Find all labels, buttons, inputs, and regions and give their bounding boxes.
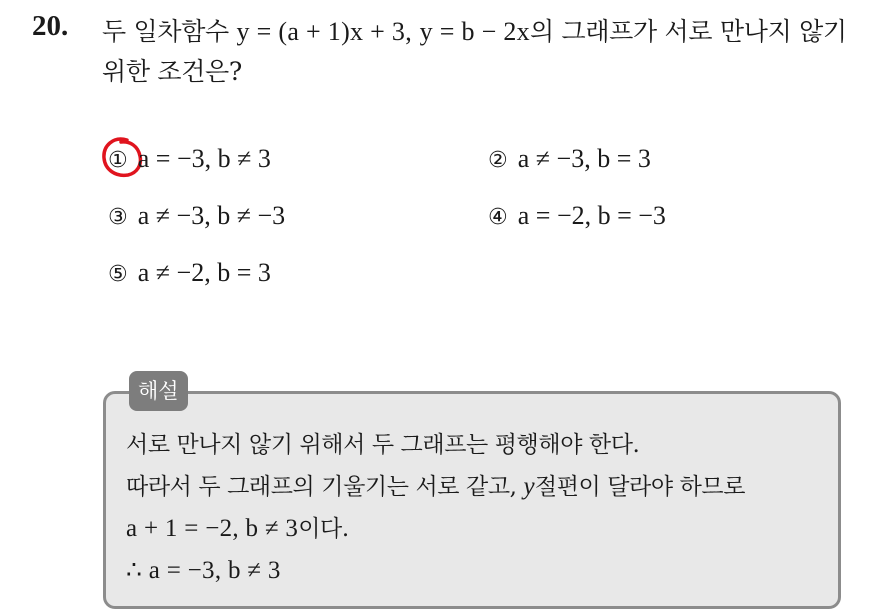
choice-5[interactable] bbox=[108, 258, 271, 290]
choice-3-number: ③ bbox=[108, 205, 128, 230]
choice-2[interactable] bbox=[488, 144, 651, 176]
solution-line-3-text: 이다. bbox=[298, 516, 349, 542]
choice-5-text: a ≠ −2, b = 3 bbox=[137, 258, 271, 287]
solution-var-y: y bbox=[523, 473, 535, 500]
choice-3-text: a ≠ −3, b ≠ −3 bbox=[137, 201, 286, 230]
equation-2: y = b − 2x bbox=[419, 17, 530, 46]
solution-text bbox=[126, 425, 836, 591]
choice-4[interactable] bbox=[488, 201, 666, 233]
question-prefix: 두 일차함수 bbox=[102, 17, 237, 46]
solution-line-1: 서로 만나지 않기 위해서 두 그래프는 평행해야 한다. bbox=[126, 432, 640, 458]
solution-line-3 bbox=[126, 508, 836, 550]
solution-tag: 해설 bbox=[129, 371, 188, 411]
question-text bbox=[102, 12, 872, 92]
choice-3[interactable] bbox=[108, 201, 285, 233]
equation-1: y = (a + 1)x + 3, bbox=[236, 17, 412, 46]
solution-line-3-math: a + 1 = −2, b ≠ 3 bbox=[126, 515, 299, 542]
solution-line-2-b: 절편이 달라야 하므로 bbox=[534, 474, 746, 500]
choice-1-number: ① bbox=[108, 148, 128, 173]
choice-5-number: ⑤ bbox=[108, 262, 128, 287]
question-number: 20. bbox=[32, 10, 69, 42]
question-suffix: 의 그래프가 서로 만나지 않기 위한 조건은? bbox=[102, 17, 847, 86]
solution-line-4: ∴ a = −3, b ≠ 3 bbox=[126, 557, 281, 584]
solution-line-2-a: 따라서 두 그래프의 기울기는 서로 같고, bbox=[126, 474, 524, 500]
choice-2-number: ② bbox=[488, 148, 508, 173]
choice-1[interactable] bbox=[108, 144, 271, 176]
choice-4-text: a = −2, b = −3 bbox=[517, 201, 666, 230]
choice-4-number: ④ bbox=[488, 205, 508, 230]
choice-1-text: a = −3, b ≠ 3 bbox=[137, 144, 271, 173]
choice-2-text: a ≠ −3, b = 3 bbox=[517, 144, 651, 173]
solution-line-2 bbox=[126, 466, 836, 508]
